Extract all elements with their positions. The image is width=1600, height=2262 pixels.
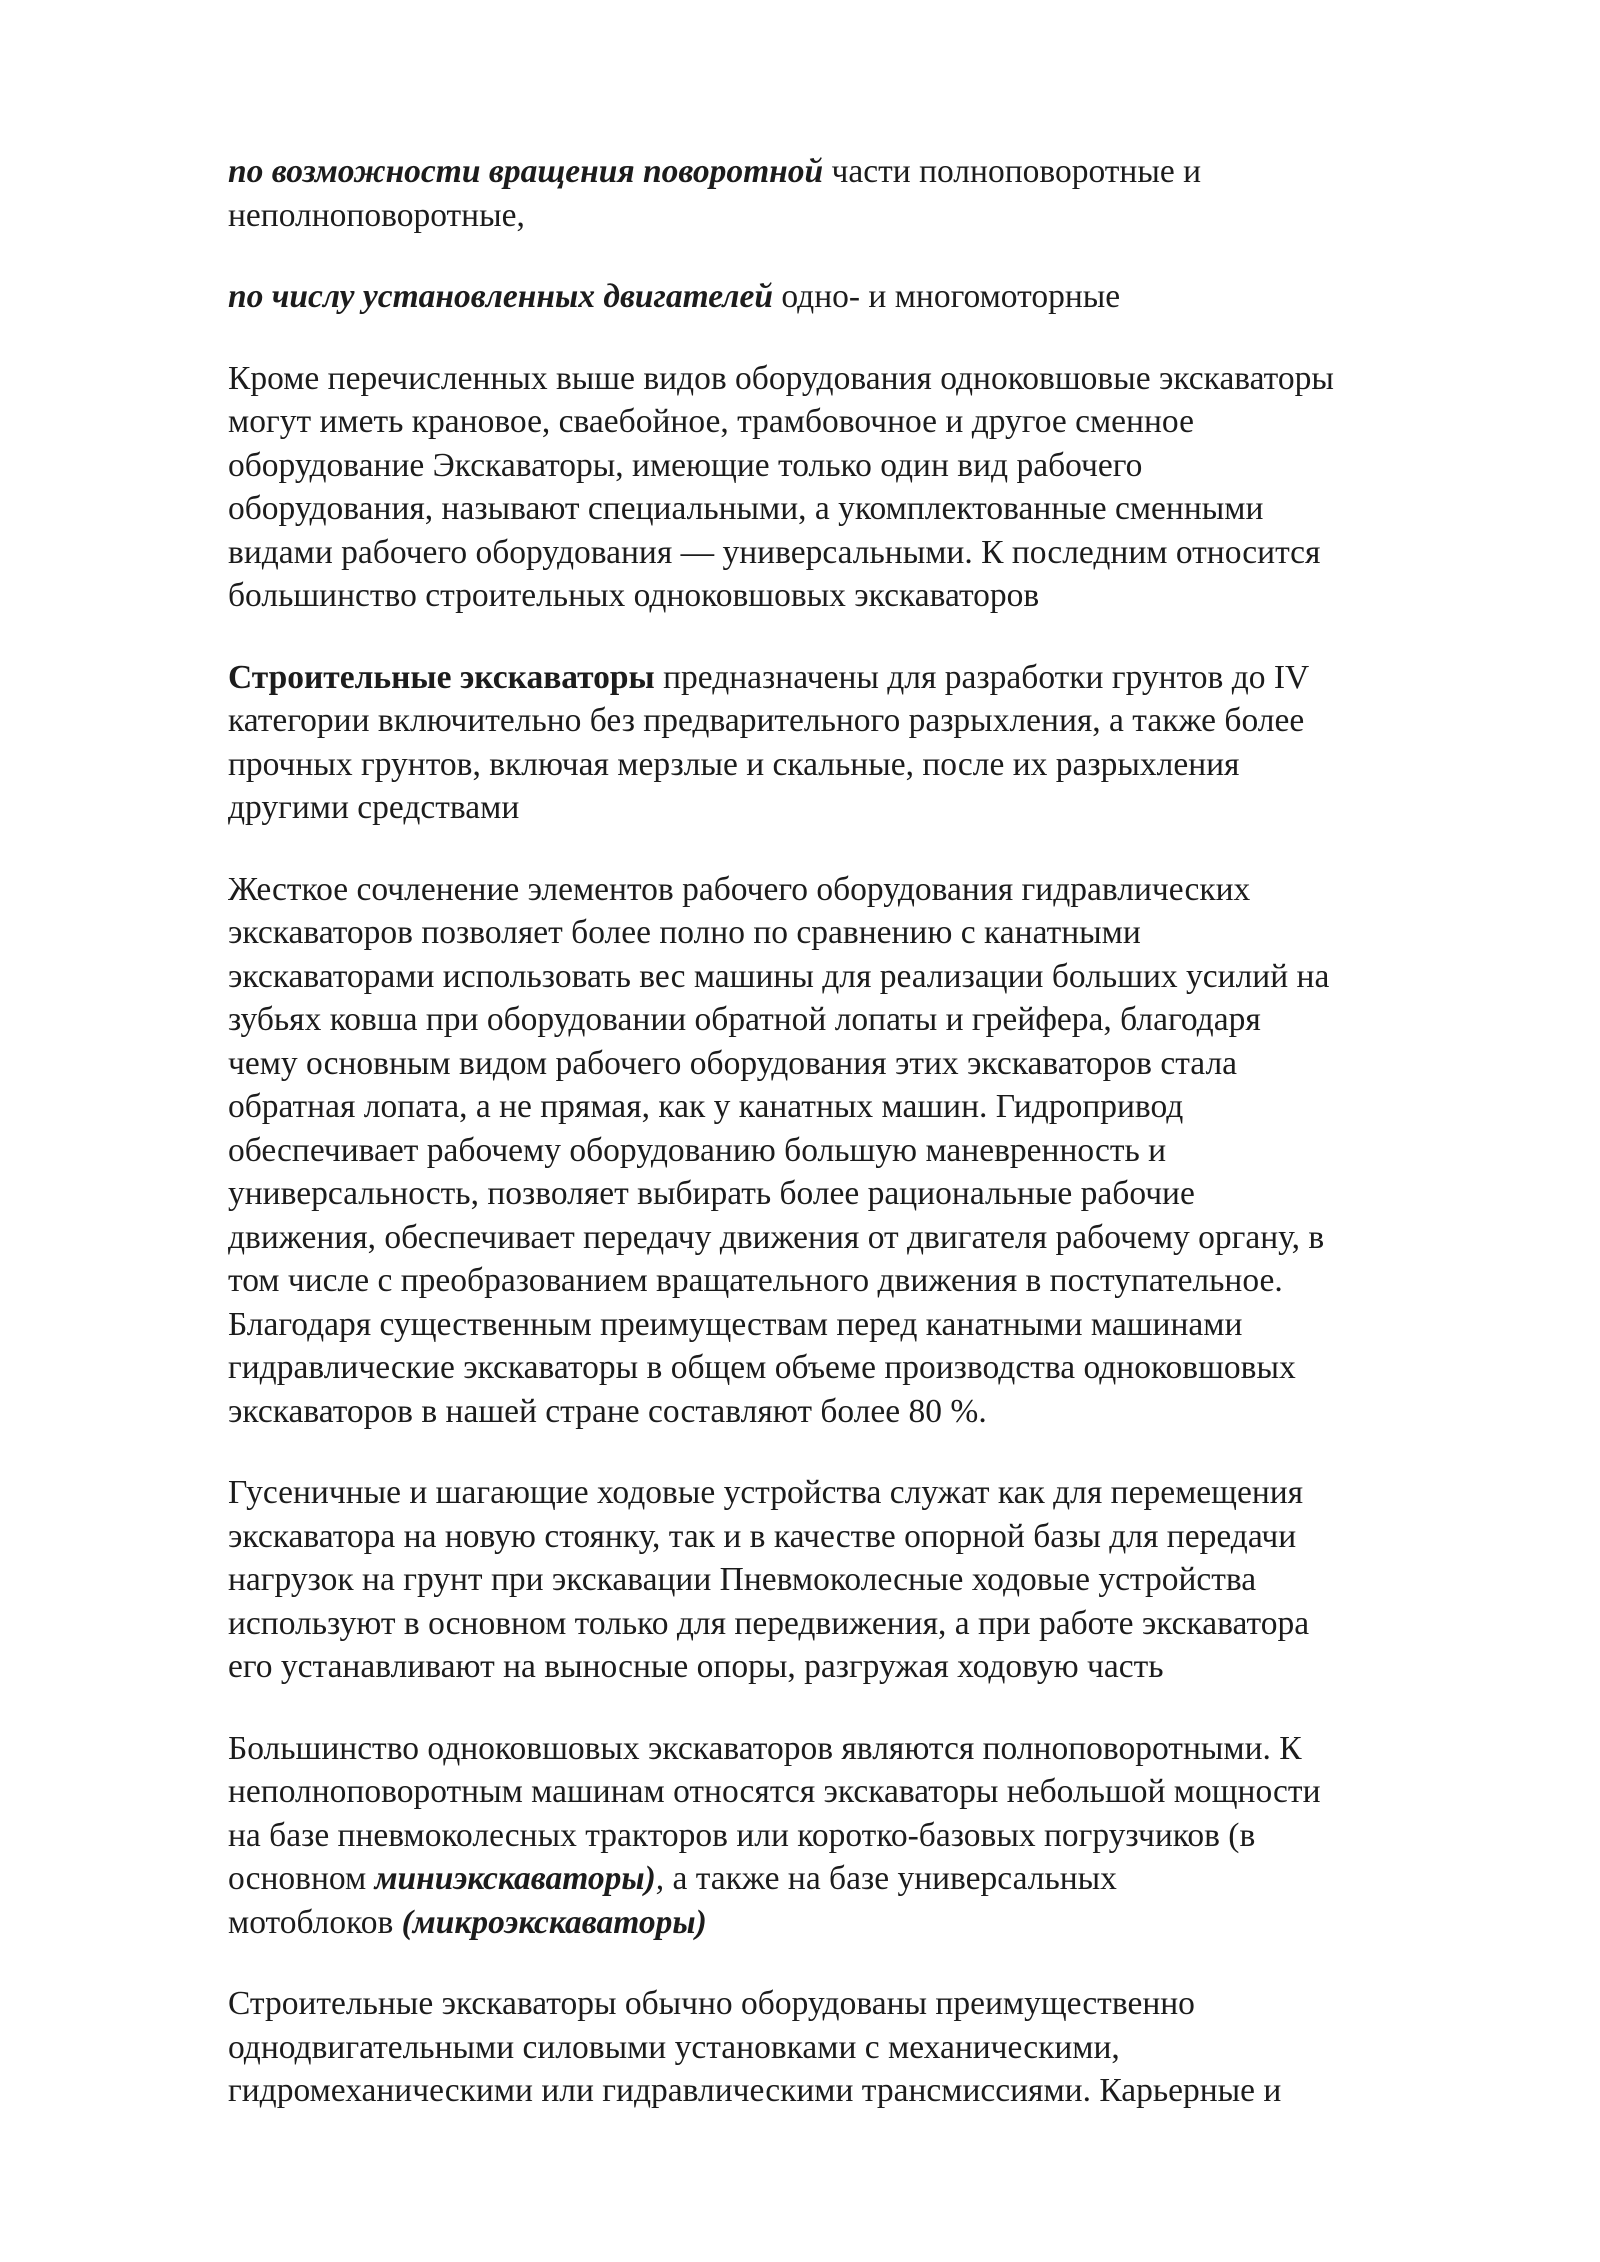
text-line: обеспечивает рабочему оборудованию большую маневренность и — [228, 1131, 1167, 1169]
bold-italic-term: (микроэкскаваторы) — [401, 1903, 707, 1941]
text-line: экскаватора на новую стоянку, так и в качестве опорной базы для передачи — [228, 1517, 1297, 1555]
text-line: универсальность, позволяет выбирать более рациональные рабочие — [228, 1175, 1195, 1212]
text-line: гидромеханическими или гидравлическими трансмиссиями. Карьерные и — [228, 2072, 1282, 2109]
text-line: используют в основном только для передвижения, а при работе экскаватора — [228, 1604, 1310, 1642]
paragraph-construction-excavators — [228, 656, 1528, 830]
paragraph-full-rotation — [228, 1727, 1528, 1945]
text-line: Строительные экскаваторы обычно оборудованы преимущественно — [228, 1985, 1195, 2022]
text-line: движения, обеспечивает передачу движения от двигателя рабочему органу, в — [228, 1218, 1325, 1256]
text-line: Благодаря существенным преимуществам перед канатными машинами — [228, 1305, 1243, 1343]
text-line: Большинство одноковшовых экскаваторов являются полноповоротными. К — [228, 1729, 1302, 1767]
paragraph-power-units — [228, 1982, 1528, 2113]
italic-comma: , — [655, 1860, 665, 1897]
text-line: чему основным видом рабочего оборудования этих экскаваторов стала — [228, 1044, 1238, 1082]
bold-italic-term: по числу установленных двигателей — [228, 278, 773, 315]
paragraph-text: основном — [228, 1860, 375, 1897]
text-line: гидравлические экскаваторы в общем объеме производства одноковшовых — [228, 1349, 1296, 1386]
text-line: могут иметь крановое, сваебойное, трамбовочное и другое сменное — [228, 403, 1194, 440]
text-line: на базе пневмоколесных тракторов или коротко-базовых погрузчиков (в — [228, 1816, 1256, 1854]
bold-italic-term: по возможности вращения поворотной — [228, 153, 824, 190]
paragraph-rotation — [228, 150, 1528, 237]
paragraph-engines — [228, 275, 1528, 319]
text-line: большинство строительных одноковшовых экскаваторов — [228, 577, 1040, 614]
paragraph-text: мотоблоков — [228, 1903, 402, 1941]
text-line: Гусеничные и шагающие ходовые устройства служат как для перемещения — [228, 1474, 1304, 1511]
text-line: видами рабочего оборудования — универсальными. К последним относится — [228, 533, 1321, 571]
text-line: оборудование Экскаваторы, имеющие только один вид рабочего — [228, 446, 1143, 484]
text-line: экскаваторов в нашей стране составляют более 80 %. — [228, 1392, 987, 1430]
text-line: другими средствами — [228, 789, 520, 826]
paragraph-text: а также на базе универсальных — [664, 1860, 1117, 1897]
text-line: его устанавливают на выносные опоры, разгружая ходовую часть — [228, 1648, 1164, 1685]
text-line: экскаваторов позволяет более полно по сравнению с канатными — [228, 914, 1141, 951]
text-line: прочных грунтов, включая мерзлые и скальные, после их разрыхления — [228, 745, 1240, 783]
paragraph-text: одно- и многомоторные — [773, 278, 1121, 315]
text-line: том числе с преобразованием вращательного движения в поступательное. — [228, 1262, 1283, 1299]
document-body — [228, 150, 1528, 2151]
text-line: нагрузок на грунт при экскавации Пневмоколесные ходовые устройства — [228, 1561, 1257, 1598]
text-line: Жесткое сочленение элементов рабочего оборудования гидравлических — [228, 870, 1251, 908]
text-line: категории включительно без предварительного разрыхления, а также более — [228, 702, 1305, 739]
paragraph-hydraulic — [228, 868, 1528, 1434]
paragraph-text: неполноповоротные, — [228, 196, 525, 234]
text-line: оборудования, называют специальными, а укомплектованные сменными — [228, 490, 1264, 527]
paragraph-text: части полноповоротные и — [823, 153, 1202, 190]
text-line: однодвигательными силовыми установками с механическими, — [228, 2028, 1120, 2066]
text-line: неполноповоротным машинам относятся экскаваторы небольшой мощности — [228, 1773, 1321, 1810]
bold-italic-term: миниэкскаваторы) — [374, 1860, 656, 1897]
paragraph-equipment — [228, 357, 1528, 618]
text-line: обратная лопата, а не прямая, как у канатных машин. Гидропривод — [228, 1088, 1184, 1125]
paragraph-text: предназначены для разработки грунтов до IV — [654, 658, 1310, 696]
bold-term: Строительные экскаваторы — [228, 658, 655, 696]
text-line: зубьях ковша при оборудовании обратной лопаты и грейфера, благодаря — [228, 1001, 1261, 1038]
text-line: экскаваторами использовать вес машины для реализации больших усилий на — [228, 957, 1330, 995]
text-line: Кроме перечисленных выше видов оборудования одноковшовые экскаваторы — [228, 359, 1334, 397]
paragraph-undercarriage — [228, 1471, 1528, 1689]
